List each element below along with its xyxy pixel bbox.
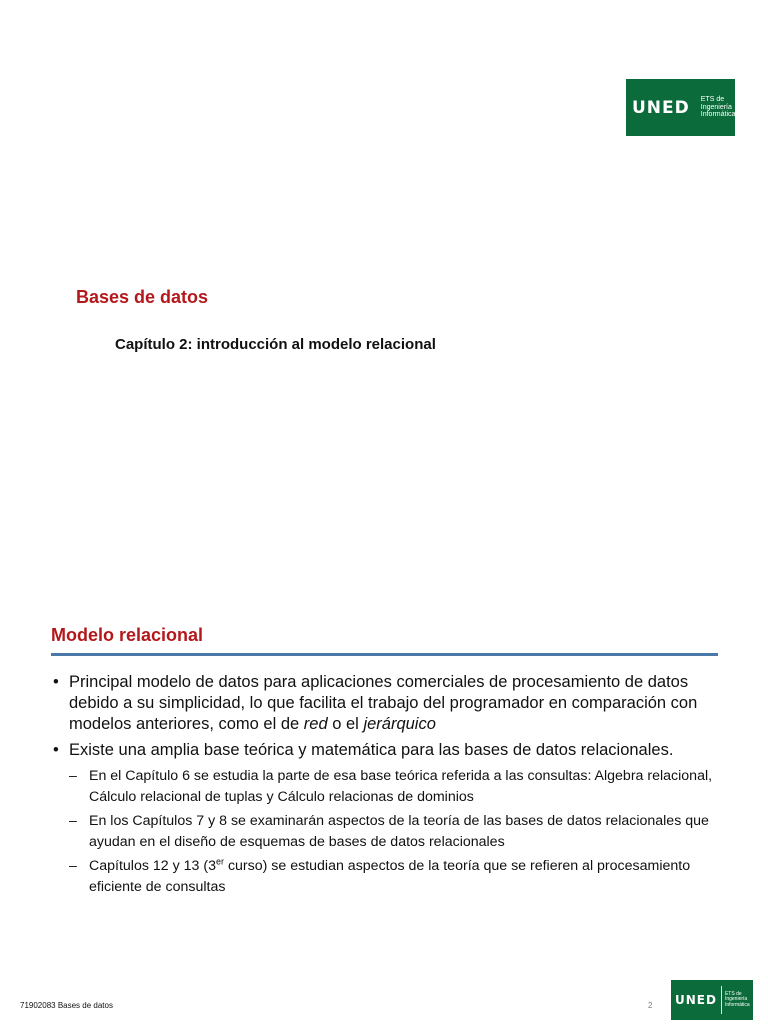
slide1-title: Bases de datos bbox=[76, 287, 209, 307]
uned-logo-top bbox=[626, 79, 735, 136]
logo-subtitle bbox=[701, 96, 736, 118]
bullet-item bbox=[30, 672, 730, 735]
page-number: 2 bbox=[648, 1001, 653, 1010]
logo-brand: UNED bbox=[632, 97, 690, 118]
logo-line: Informática bbox=[700, 111, 736, 119]
logo-line: Ingeniería bbox=[700, 103, 732, 111]
logo-line: ETS de bbox=[724, 991, 742, 998]
sub-bullet-text: Capítulos 12 y 13 (3 bbox=[89, 858, 216, 874]
logo-line: ETS de bbox=[700, 96, 725, 104]
logo-brand: UNED bbox=[675, 993, 717, 1007]
bullet-marker: • bbox=[53, 741, 59, 759]
sub-bullet-item bbox=[30, 766, 730, 808]
superscript: er bbox=[215, 856, 224, 867]
sub-bullet-text: curso) se estudian aspectos de la teoría que se refieren al procesamiento eficiente de consultas bbox=[89, 858, 691, 895]
bullet-text: o el bbox=[327, 715, 364, 733]
title-rule bbox=[51, 653, 718, 656]
dash-marker: – bbox=[69, 858, 77, 874]
footer-course: 71902083 Bases de datos bbox=[20, 1001, 113, 1010]
dash-marker: – bbox=[69, 768, 77, 784]
logo-line: Ingeniería bbox=[724, 996, 748, 1003]
logo-divider bbox=[721, 986, 722, 1014]
bullet-emphasis: red bbox=[303, 715, 328, 733]
logo-line: Informática bbox=[724, 1001, 750, 1008]
sub-bullet-text: En los Capítulos 7 y 8 se examinarán aspectos de la teoría de las bases de datos relacionales que ayudan en el diseño de esquemas de bases de datos relacionales bbox=[89, 813, 709, 850]
bullet-marker: • bbox=[53, 673, 59, 691]
bullet-item bbox=[30, 740, 730, 761]
bullet-text: Existe una amplia base teórica y matemática para las bases de datos relacionales. bbox=[69, 741, 674, 759]
dash-marker: – bbox=[69, 813, 77, 829]
slide1-subtitle: Capítulo 2: introducción al modelo relacional bbox=[115, 336, 436, 353]
slide2-content bbox=[30, 672, 730, 901]
bullet-emphasis: jerárquico bbox=[363, 715, 436, 733]
sub-bullet-text: En el Capítulo 6 se estudia la parte de esa base teórica referida a las consultas: Algebra relacional, Cálculo relacional de tuplas y Cálculo relacionas de dominios bbox=[89, 768, 713, 805]
sub-bullet-item bbox=[30, 856, 730, 898]
slide2-title: Modelo relacional bbox=[51, 625, 204, 645]
uned-logo-bottom bbox=[671, 980, 753, 1020]
sub-bullet-item bbox=[30, 811, 730, 853]
bullet-text: Principal modelo de datos para aplicaciones comerciales de procesamiento de datos debido a su simplicidad, lo que facilita el trabajo del programador en comparación con modelos anteriores, como el de bbox=[69, 673, 698, 733]
logo-subtitle bbox=[725, 992, 750, 1008]
